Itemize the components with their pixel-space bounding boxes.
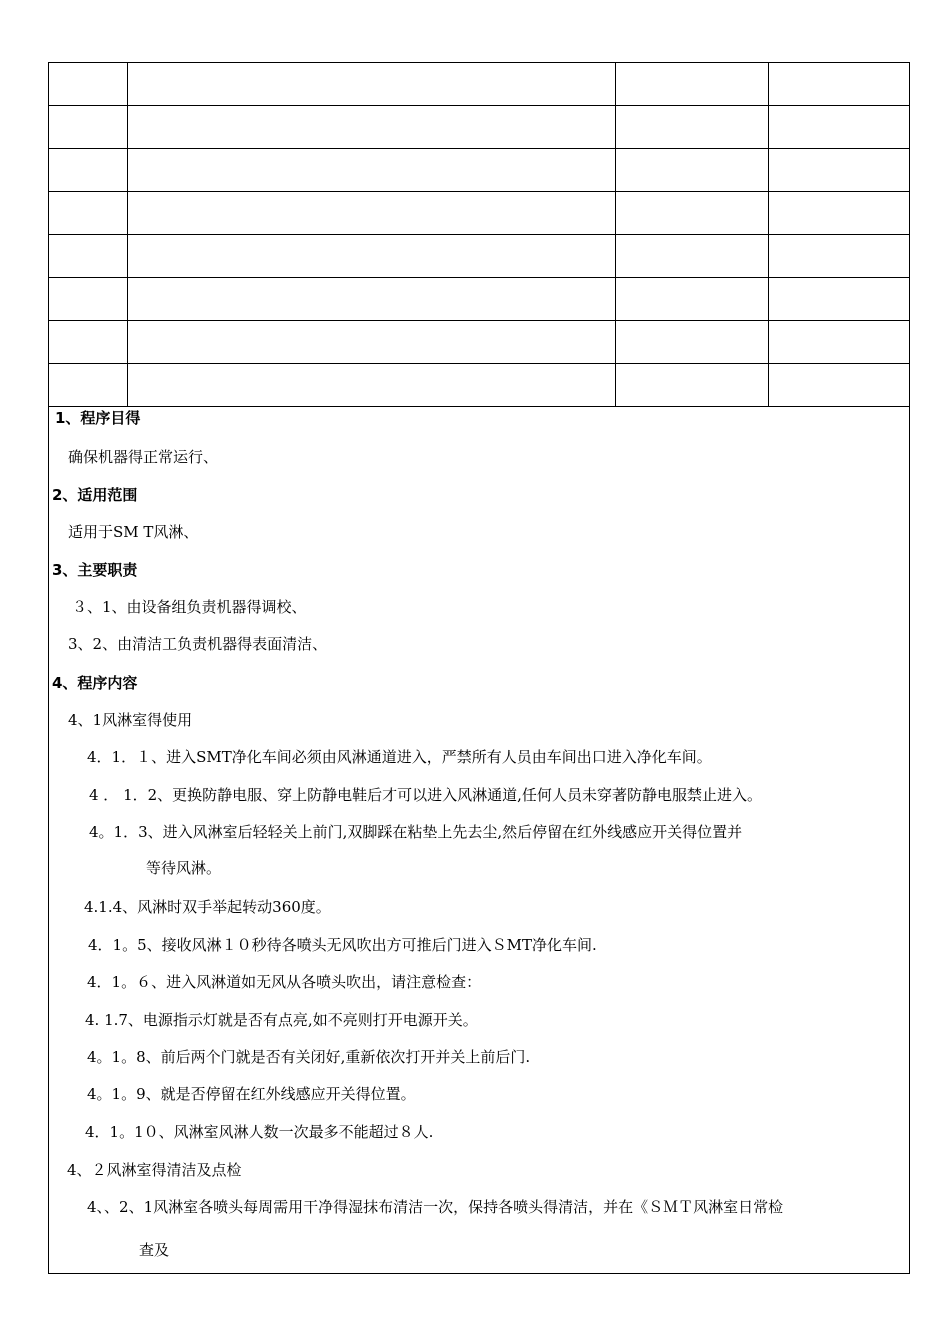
table-cell	[768, 149, 909, 192]
table-cell	[127, 106, 615, 149]
table-cell	[768, 321, 909, 364]
table-cell	[615, 149, 768, 192]
table-cell	[768, 63, 909, 106]
table-row	[49, 278, 909, 321]
table-cell	[615, 278, 768, 321]
table-cell	[768, 235, 909, 278]
table-cell	[49, 192, 127, 235]
section-3-heading: 3、主要职责	[52, 561, 138, 579]
table-cell	[768, 192, 909, 235]
item-4-2-1-line-1: 4、、2、1风淋室各喷头每周需用干净得湿抹布清洁一次，保持各喷头得清洁，并在《ＳＭＴ风淋室日常检	[87, 1198, 784, 1216]
item-4-1-8: 4。1。8、前后两个门就是否有关闭好,重新依次打开并关上前后门.	[87, 1048, 531, 1066]
table-cell	[615, 106, 768, 149]
table-cell	[127, 364, 615, 407]
item-4-1-5: 4．1。5、接收风淋１０秒待各喷头无风吹出方可推后门进入ＳMT净化车间.	[88, 936, 597, 954]
item-4-1-2: 4 ． 1．2、更换防静电服、穿上防静电鞋后才可以进入风淋通道,任何人员未穿著防静电服禁止进入。	[89, 786, 762, 804]
table-row	[49, 364, 909, 407]
item-4-1-3-line-2: 等待风淋。	[146, 859, 222, 877]
table-cell	[768, 106, 909, 149]
section-1-text: 确保机器得正常运行、	[68, 448, 219, 466]
section-4-1-title: 4、1风淋室得使用	[68, 711, 193, 729]
item-4-2-1-line-2: 查及	[139, 1241, 170, 1259]
table-row	[49, 63, 909, 106]
table-cell	[615, 321, 768, 364]
table-cell	[127, 192, 615, 235]
table-row	[49, 192, 909, 235]
table-row	[49, 321, 909, 364]
table-cell	[615, 364, 768, 407]
section-1-heading: 1、程序目得	[55, 409, 141, 427]
table-cell	[127, 235, 615, 278]
table-cell	[127, 63, 615, 106]
table-row	[49, 106, 909, 149]
table-cell	[49, 321, 127, 364]
item-4-1-7: 4. 1.7、电源指示灯就是否有点亮,如不亮则打开电源开关。	[85, 1011, 478, 1029]
table-cell	[615, 192, 768, 235]
table-cell	[127, 278, 615, 321]
table-cell	[127, 149, 615, 192]
item-4-1-3-line-1: 4。1．3、进入风淋室后轻轻关上前门,双脚踩在粘垫上先去尘,然后停留在红外线感应开关得位置并	[89, 823, 743, 841]
section-3-1-text: ３、1、由设备组负责机器得调校、	[72, 598, 307, 616]
section-4-2-title: 4、２风淋室得清洁及点检	[67, 1161, 242, 1179]
item-4-1-6: 4．1。６、进入风淋道如无风从各喷头吹出，请注意检查：	[87, 973, 482, 991]
item-4-1-1: 4．1．１、进入SMT净化车间必须由风淋通道进入，严禁所有人员由车间出口进入净化车间。	[87, 748, 712, 766]
table-cell	[49, 106, 127, 149]
table-cell	[615, 63, 768, 106]
table-cell	[127, 321, 615, 364]
table-cell	[49, 235, 127, 278]
section-3-2-text: 3、2、由清洁工负责机器得表面清洁、	[68, 635, 328, 653]
table-cell	[768, 364, 909, 407]
section-2-text: 适用于SM T风淋、	[68, 523, 199, 541]
table-cell	[49, 149, 127, 192]
table-cell	[49, 278, 127, 321]
table-row	[49, 149, 909, 192]
table-cell	[768, 278, 909, 321]
table-cell	[49, 364, 127, 407]
table-cell	[615, 235, 768, 278]
section-2-heading: 2、适用范围	[52, 486, 138, 504]
table-row	[49, 235, 909, 278]
table-cell	[49, 63, 127, 106]
revision-table	[49, 63, 909, 407]
item-4-1-9: 4。1。9、就是否停留在红外线感应开关得位置。	[87, 1085, 416, 1103]
item-4-1-10: 4．1。1０、风淋室风淋人数一次最多不能超过８人.	[85, 1123, 434, 1141]
section-4-heading: 4、程序内容	[52, 674, 138, 692]
item-4-1-4: 4.1.4、风淋时双手举起转动360度。	[84, 898, 331, 916]
